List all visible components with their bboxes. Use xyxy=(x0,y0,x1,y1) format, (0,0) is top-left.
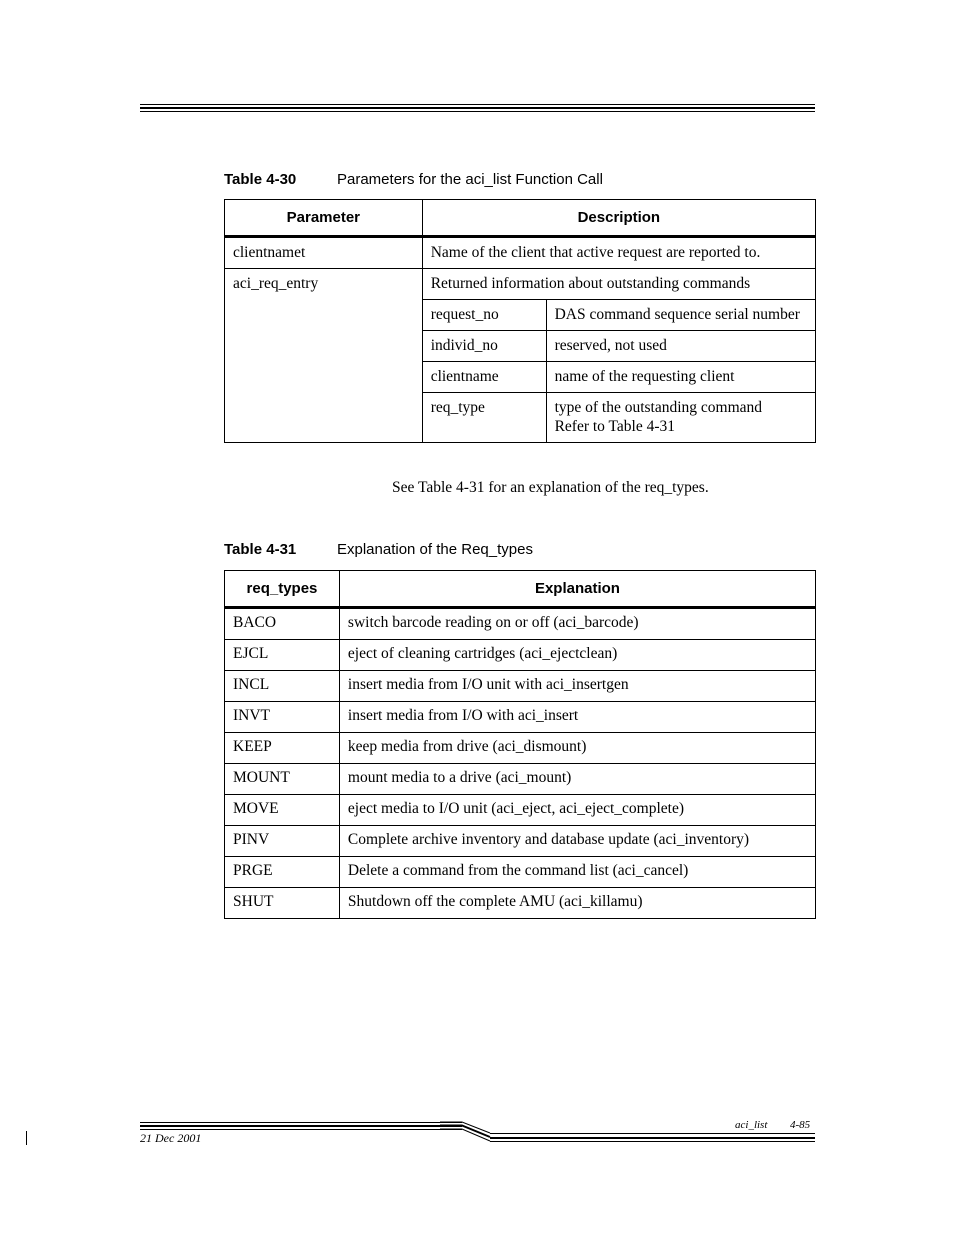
table-number: Table 4-30 xyxy=(224,171,297,188)
field-name-cell: individ_no xyxy=(422,331,546,362)
table-row xyxy=(225,702,816,733)
table-row xyxy=(225,857,816,888)
req-types-note: See Table 4-31 for an explanation of the req_types. xyxy=(392,479,709,496)
field-name-cell: req_type xyxy=(422,393,546,443)
column-header-explanation: Explanation xyxy=(339,571,815,608)
footer-section-name: aci_list xyxy=(735,1119,768,1131)
table-row xyxy=(225,237,816,269)
column-header-req-types: req_types xyxy=(225,571,340,608)
req-type-cell: PINV xyxy=(225,826,340,857)
explanation-cell: keep media from drive (aci_dismount) xyxy=(339,733,815,764)
column-header-description: Description xyxy=(422,200,815,237)
explanation-cell: mount media to a drive (aci_mount) xyxy=(339,764,815,795)
column-header-parameter: Parameter xyxy=(225,200,423,237)
req-type-cell: KEEP xyxy=(225,733,340,764)
table-row xyxy=(225,608,816,640)
req-type-cell: PRGE xyxy=(225,857,340,888)
footer-date: 21 Dec 2001 xyxy=(140,1131,202,1145)
parameters-table xyxy=(224,199,816,443)
explanation-cell: eject media to I/O unit (aci_eject, aci_eject_complete) xyxy=(339,795,815,826)
table-title: Explanation of the Req_types xyxy=(337,541,533,558)
desc-cell: Returned information about outstanding commands xyxy=(422,269,815,300)
field-name-cell: clientname xyxy=(422,362,546,393)
explanation-cell: Delete a command from the command list (aci_cancel) xyxy=(339,857,815,888)
req-type-cell: INCL xyxy=(225,671,340,702)
table-row xyxy=(225,640,816,671)
field-desc-cell: name of the requesting client xyxy=(546,362,815,393)
req-type-cell: MOUNT xyxy=(225,764,340,795)
table-4-31-caption xyxy=(224,541,533,558)
req-type-cell: SHUT xyxy=(225,888,340,919)
explanation-cell: insert media from I/O unit with aci_insertgen xyxy=(339,671,815,702)
explanation-cell: Complete archive inventory and database update (aci_inventory) xyxy=(339,826,815,857)
table-row xyxy=(225,826,816,857)
desc-cell: Name of the client that active request are reported to. xyxy=(422,237,815,269)
req-type-cell: INVT xyxy=(225,702,340,733)
req-types-table xyxy=(224,570,816,919)
explanation-cell: insert media from I/O with aci_insert xyxy=(339,702,815,733)
table-row xyxy=(225,269,816,300)
table-header-row xyxy=(225,571,816,608)
table-number: Table 4-31 xyxy=(224,541,297,558)
field-desc-reference: Refer to Table 4-31 xyxy=(554,418,675,435)
table-title: Parameters for the aci_list Function Call xyxy=(337,171,603,188)
table-row xyxy=(225,671,816,702)
table-4-30-caption xyxy=(224,171,603,188)
table-row xyxy=(225,795,816,826)
table-header-row xyxy=(225,200,816,237)
explanation-cell: switch barcode reading on or off (aci_barcode) xyxy=(339,608,815,640)
field-name-cell: request_no xyxy=(422,300,546,331)
field-desc-cell: DAS command sequence serial number xyxy=(546,300,815,331)
param-cell: aci_req_entry xyxy=(225,269,423,443)
explanation-cell: Shutdown off the complete AMU (aci_killamu) xyxy=(339,888,815,919)
change-bar xyxy=(26,1131,27,1145)
explanation-cell: eject of cleaning cartridges (aci_ejectclean) xyxy=(339,640,815,671)
table-row xyxy=(225,764,816,795)
field-desc-line: type of the outstanding command xyxy=(554,399,763,416)
req-type-cell: EJCL xyxy=(225,640,340,671)
field-desc-cell: reserved, not used xyxy=(546,331,815,362)
req-type-cell: BACO xyxy=(225,608,340,640)
req-type-cell: MOVE xyxy=(225,795,340,826)
table-row xyxy=(225,733,816,764)
param-cell: clientnamet xyxy=(225,237,423,269)
table-row xyxy=(225,888,816,919)
field-desc-cell xyxy=(546,393,815,443)
footer-page-number: 4-85 xyxy=(790,1119,811,1131)
